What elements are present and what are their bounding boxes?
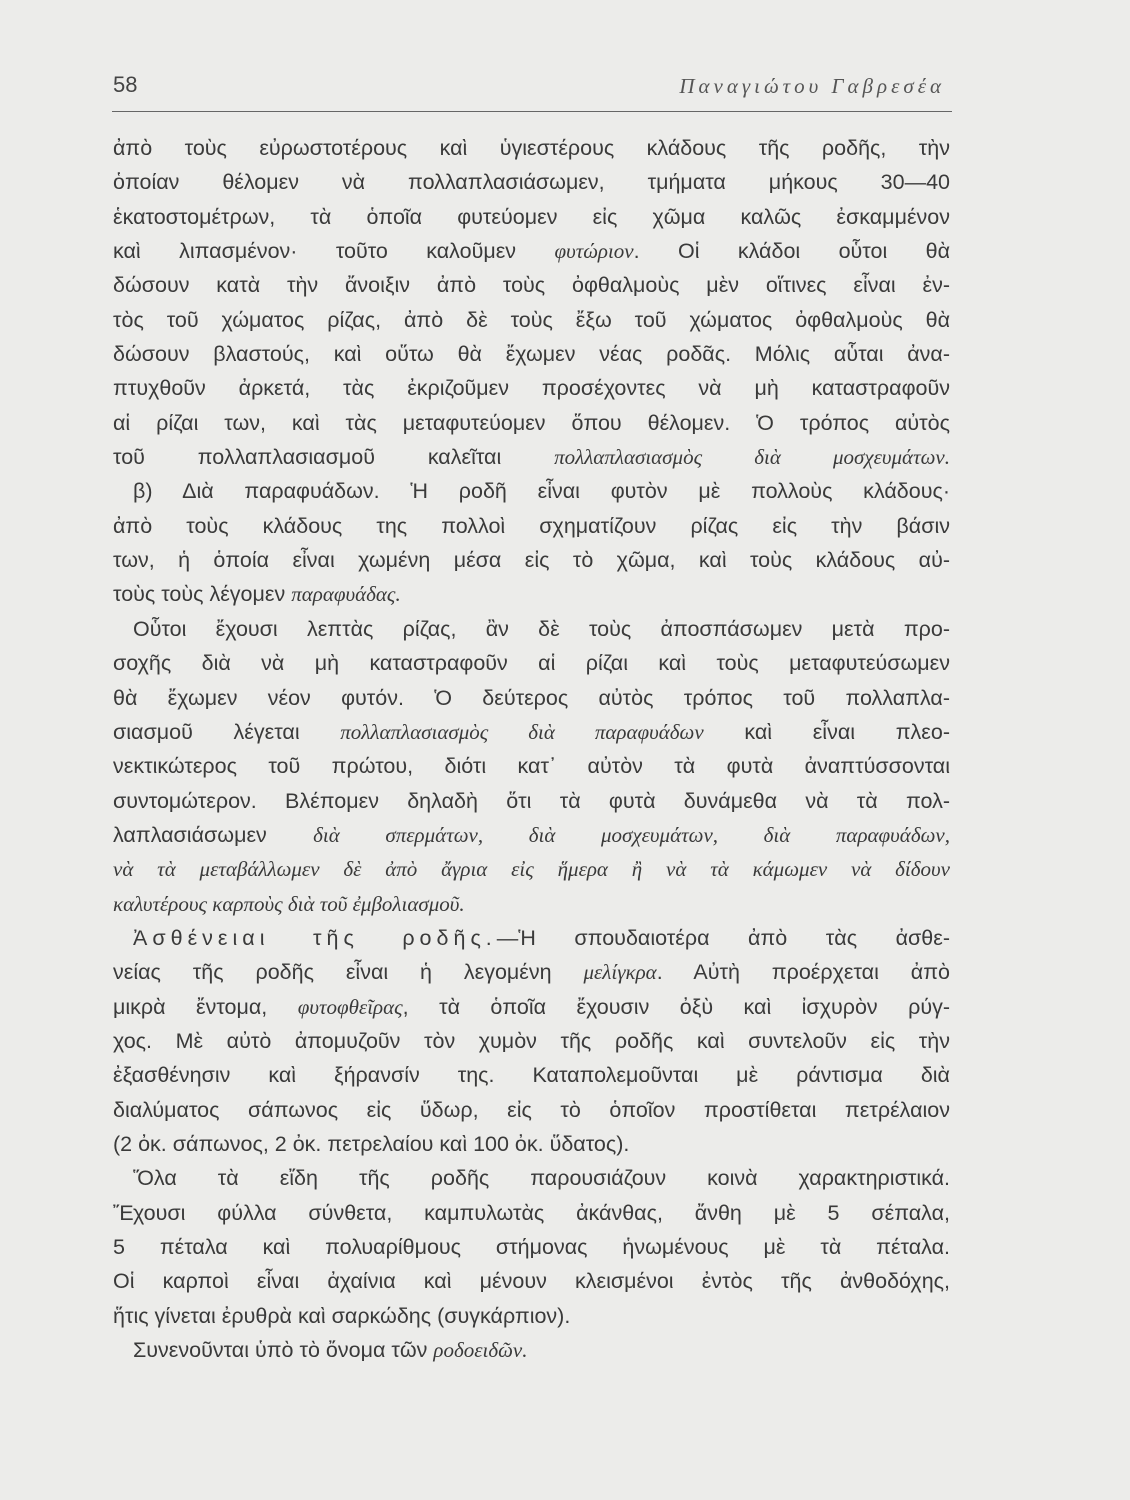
text-run: νεκτικώτερος τοῦ πρώτου, διότι κατ᾽ αὐτὸν τὰ φυτὰ ἀναπτύσσονται — [113, 754, 950, 779]
header-rule — [112, 111, 952, 112]
text-run: ἀπὸ τοὺς εὐρωστοτέρους καὶ ὑγιεστέρους κλάδους τῆς ροδῆς, τὴν — [113, 136, 950, 160]
text-run: 5 πέταλα καὶ πολυαρίθμους στήμονας ἡνωμένους μὲ τὰ πέταλα. — [113, 1235, 950, 1259]
text-line — [113, 1127, 950, 1161]
italic-term: πολλαπλασιασμὸς διὰ μοσχευμάτων. — [554, 445, 950, 470]
italic-term: φυτώριον — [554, 239, 634, 264]
text-line — [113, 1230, 950, 1264]
italic-term: παραφυάδας. — [291, 582, 401, 607]
text-run: β) Διὰ παραφυάδων. Ἡ ροδῆ εἶναι φυτὸν μὲ πολλοὺς κλάδους· — [133, 479, 950, 504]
text-run: —Ἡ σπουδαιοτέρα ἀπὸ τὰς ἀσθε- — [496, 925, 950, 950]
text-run: ἀπὸ τοὺς κλάδους της πολλοὶ σχηματίζουν ρίζας εἰς τὴν βάσιν — [113, 513, 950, 538]
text-line — [113, 990, 950, 1024]
text-line — [113, 200, 950, 234]
text-run: ἥτις γίνεται ἐρυθρὰ καὶ σαρκώδης (συγκάρπιον). — [113, 1303, 571, 1328]
text-run: ἐξασθένησιν καὶ ξήρανσίν της. Καταπολεμοῦνται μὲ ράντισμα διὰ — [113, 1063, 950, 1088]
text-run: , τὰ ὁποῖα ἔχουσιν ὀξὺ καὶ ἰσχυρὸν ρύγ- — [402, 994, 951, 1019]
text-line — [113, 955, 950, 989]
text-line — [113, 852, 950, 886]
text-run: Ὅλα τὰ εἴδη τῆς ροδῆς παρουσιάζουν κοινὰ χαρακτηριστικά. — [133, 1166, 950, 1191]
text-line — [113, 1024, 950, 1058]
text-run: τοῦ πολλαπλασιασμοῦ καλεῖται — [113, 445, 555, 470]
text-line — [113, 131, 950, 165]
italic-term: πολλαπλασιασμὸς διὰ παραφυάδων — [340, 719, 704, 744]
text-line — [113, 1093, 950, 1127]
text-line — [113, 612, 950, 646]
text-run: δώσουν βλαστούς, καὶ οὕτω θὰ ἔχωμεν νέας ροδᾶς. Μόλις αὗται ἀνα- — [113, 342, 950, 367]
text-run: τὸς τοῦ χώματος ρίζας, ἀπὸ δὲ τοὺς ἔξω τοῦ χώματος ὀφθαλμοὺς θὰ — [113, 307, 950, 332]
text-run: ὁποίαν θέλομεν νὰ πολλαπλασιάσωμεν, τμήματα μήκους 30—40 — [113, 170, 950, 195]
text-line — [113, 887, 950, 921]
text-run: αἱ ρίζαι των, καὶ τὰς μεταφυτεύομεν ὅπου θέλομεν. Ὁ τρόπος αὐτὸς — [113, 410, 950, 435]
text-line — [113, 303, 950, 337]
text-line — [113, 1264, 950, 1298]
text-line — [113, 1161, 950, 1195]
text-run: των, ἡ ὁποία εἶναι χωμένη μέσα εἰς τὸ χῶμα, καὶ τοὺς κλάδους αὐ- — [113, 548, 950, 573]
text-line — [113, 921, 950, 955]
text-run: διαλύματος σάπωνος εἰς ὕδωρ, εἰς τὸ ὁποῖον προστίθεται πετρέλαιον — [113, 1097, 950, 1122]
italic-term: φυτοφθεῖρας — [297, 994, 403, 1019]
text-line — [113, 749, 950, 783]
running-head: Παναγιώτου Γαβρεσέα — [679, 74, 945, 98]
text-run: ἑκατοστομέτρων, τὰ ὁποῖα φυτεύομεν εἰς χῶμα καλῶς ἐσκαμμένον — [113, 204, 950, 229]
text-line — [113, 1299, 950, 1333]
text-line — [113, 509, 950, 543]
text-line — [113, 165, 950, 199]
text-run: Οὗτοι ἔχουσι λεπτὰς ρίζας, ἂν δὲ τοὺς ἀποσπάσωμεν μετὰ προ- — [133, 616, 950, 641]
text-run: χος. Μὲ αὐτὸ ἀπομυζοῦν τὸν χυμὸν τῆς ροδῆς καὶ συντελοῦν εἰς τὴν — [113, 1028, 950, 1053]
spaced-heading: Ἀσθένειαι τῆς ροδῆς. — [133, 925, 497, 950]
text-line — [113, 1196, 950, 1230]
text-run: . Αὐτὴ προέρχεται ἀπὸ — [656, 960, 950, 985]
text-line — [113, 337, 950, 371]
text-run: (2 ὀκ. σάπωνος, 2 ὀκ. πετρελαίου καὶ 100 ὀκ. ὕδατος). — [113, 1131, 630, 1156]
text-line — [113, 577, 950, 611]
text-line — [113, 371, 950, 405]
page-number: 58 — [113, 72, 138, 97]
text-run: . Οἱ κλάδοι οὗτοι θὰ — [633, 239, 951, 264]
text-run: σιασμοῦ λέγεται — [113, 719, 341, 744]
italic-term: καλυτέρους καρποὺς διὰ τοῦ ἐμβολιασμοῦ. — [113, 891, 465, 916]
text-run: πτυχθοῦν ἀρκετά, τὰς ἐκριζοῦμεν προσέχοντες νὰ μὴ καταστραφοῦν — [113, 376, 950, 401]
italic-term: διὰ σπερμάτων, διὰ μοσχευμάτων, διὰ παραφυάδων, — [313, 822, 950, 847]
italic-term: νὰ τὰ μεταβάλλωμεν δὲ ἀπὸ ἄγρια εἰς ἥμερα ἢ νὰ τὰ κάμωμεν νὰ δίδουν — [113, 857, 950, 882]
text-line — [113, 543, 950, 577]
text-run: λαπλασιάσωμεν — [113, 822, 314, 847]
text-line — [113, 646, 950, 680]
text-line — [113, 1333, 950, 1367]
text-line — [113, 1058, 950, 1092]
text-run: μικρὰ ἔντομα, — [113, 994, 298, 1019]
text-line — [113, 474, 950, 508]
text-run: καὶ εἶναι πλεο- — [703, 719, 950, 744]
text-run: συντομώτερον. Βλέπομεν δηλαδὴ ὅτι τὰ φυτὰ δυνάμεθα νὰ τὰ πολ- — [113, 788, 950, 813]
text-run: σοχῆς διὰ νὰ μὴ καταστραφοῦν αἱ ρίζαι καὶ τοὺς μεταφυτεύσωμεν — [113, 651, 950, 676]
text-run: δώσουν κατὰ τὴν ἄνοιξιν ἀπὸ τοὺς ὀφθαλμοὺς μὲν οἵτινες εἶναι ἐν- — [113, 273, 950, 298]
text-line — [113, 440, 950, 474]
text-line — [113, 268, 950, 302]
text-run: θὰ ἔχωμεν νέον φυτόν. Ὁ δεύτερος αὐτὸς τρόπος τοῦ πολλαπλα- — [113, 685, 950, 710]
text-line — [113, 818, 950, 852]
text-line — [113, 406, 950, 440]
text-run: καὶ λιπασμένον· τοῦτο καλοῦμεν — [113, 239, 555, 264]
text-line — [113, 715, 950, 749]
italic-term: ροδοειδῶν. — [433, 1338, 528, 1363]
text-run: νείας τῆς ροδῆς εἶναι ἡ λεγομένη — [113, 960, 584, 985]
text-line — [113, 681, 950, 715]
text-run: Συνενοῦνται ὑπὸ τὸ ὄνομα τῶν — [133, 1338, 434, 1363]
text-line — [113, 234, 950, 268]
italic-term: μελίγκρα — [583, 960, 657, 985]
text-run: Ἔχουσι φύλλα σύνθετα, καμπυλωτὰς ἀκάνθας, ἄνθη μὲ 5 σέπαλα, — [113, 1200, 950, 1225]
text-run: τοὺς τοὺς λέγομεν — [113, 582, 292, 607]
text-run: Οἱ καρποὶ εἶναι ἀχαίνια καὶ μένουν κλεισμένοι ἐντὸς τῆς ἀνθοδόχης, — [113, 1269, 950, 1294]
body-text — [113, 131, 950, 1367]
text-line — [113, 784, 950, 818]
